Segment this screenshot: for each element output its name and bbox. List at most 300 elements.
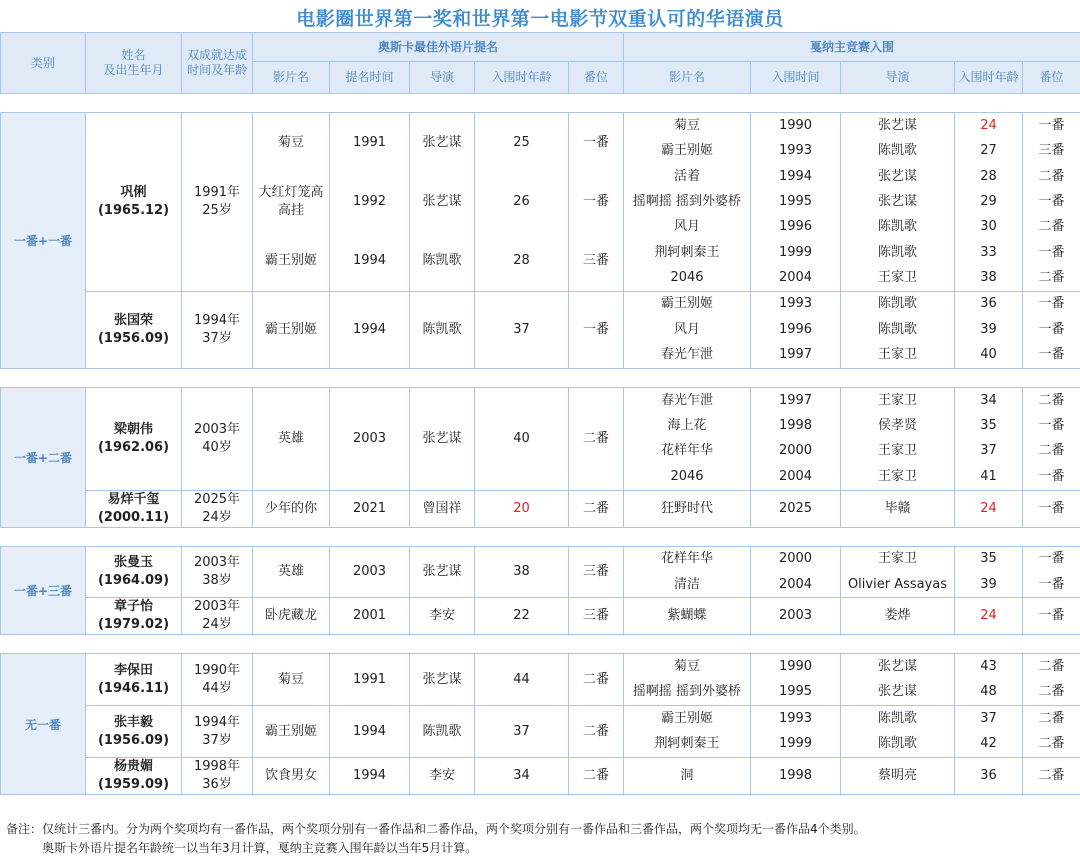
oscar-director: 李安 — [428, 608, 455, 624]
actor-name: 张国荣 — [113, 312, 153, 328]
cannes-film-cell — [624, 706, 751, 758]
achieve-year: 1990年 — [193, 662, 241, 678]
cannes-age-cell — [955, 113, 1023, 292]
oscar-director-cell — [410, 546, 475, 598]
actor-name: 张曼玉 — [113, 554, 153, 570]
oscar-year: 1994 — [352, 253, 387, 269]
cannes-age: 37 — [980, 710, 997, 726]
cannes-director: 王家卫 — [877, 551, 917, 567]
achieve-cell — [182, 757, 253, 794]
cannes-rank: 一番 — [1038, 608, 1065, 624]
person-row — [1, 291, 1080, 368]
cannes-year: 1999 — [778, 244, 813, 260]
header-oscar-group: 奥斯卡最佳外语片提名 — [253, 33, 624, 62]
oscar-film-cell — [253, 113, 330, 292]
cannes-year: 1994 — [778, 168, 813, 184]
cannes-year: 2000 — [778, 443, 813, 459]
oscar-year: 1991 — [352, 134, 387, 150]
cannes-year-cell — [751, 113, 841, 292]
cannes-film: 洞 — [680, 767, 694, 783]
oscar-year: 2003 — [352, 430, 387, 446]
cannes-year: 1995 — [778, 684, 813, 700]
cannes-film: 菊豆 — [673, 117, 700, 133]
actor-birth: (1964.09) — [97, 572, 170, 588]
cannes-rank: 一番 — [1038, 576, 1065, 592]
cannes-rank: 二番 — [1038, 219, 1065, 235]
oscar-film: 英雄 — [277, 430, 304, 446]
footnote-line1: 备注：仅统计三番内。分为两个奖项均有一番作品，两个奖项分别有一番作品和二番作品，两个奖项分别有一番作品和三番作品，两个奖项均无一番作品4个类别。 — [6, 822, 866, 836]
oscar-year: 1994 — [352, 321, 387, 337]
category-cell: 一番+一番 — [1, 113, 86, 369]
oscar-rank: 一番 — [582, 134, 609, 150]
oscar-age: 20 — [513, 500, 530, 516]
person-row — [1, 113, 1080, 292]
oscar-director-cell — [410, 113, 475, 292]
cannes-film: 摇啊摇 摇到外婆桥 — [632, 193, 742, 209]
cannes-rank: 二番 — [1038, 736, 1065, 752]
cannes-rank: 一番 — [1038, 296, 1065, 312]
actor-name-cell — [86, 387, 182, 490]
oscar-rank-cell — [569, 113, 624, 292]
oscar-film: 霸王别姬 — [264, 253, 317, 269]
spacer-cell — [1, 368, 1080, 387]
achieve-age: 40岁 — [202, 439, 232, 455]
oscar-film-cell — [253, 757, 330, 794]
achieve-cell — [182, 490, 253, 527]
oscar-age-cell — [475, 598, 569, 635]
header-oscar-age: 入围时年龄 — [475, 62, 569, 94]
oscar-age: 28 — [513, 253, 530, 269]
oscar-rank-cell — [569, 654, 624, 706]
cannes-rank: 一番 — [1038, 418, 1065, 434]
cannes-year: 1990 — [778, 659, 813, 675]
achieve-year: 1998年 — [193, 758, 241, 774]
spacer-cell — [1, 94, 1080, 113]
cannes-director: 毕赣 — [884, 500, 911, 516]
actor-birth: (1962.06) — [97, 439, 170, 455]
cannes-film-cell — [624, 291, 751, 368]
cannes-rank: 一番 — [1038, 468, 1065, 484]
cannes-year: 1996 — [778, 321, 813, 337]
oscar-age: 40 — [513, 430, 530, 446]
oscar-rank: 二番 — [582, 671, 609, 687]
achieve-age: 37岁 — [202, 330, 232, 346]
cannes-age: 36 — [980, 296, 997, 312]
oscar-rank: 一番 — [582, 321, 609, 337]
cannes-year: 2025 — [778, 500, 813, 516]
header-achieve-text: 双成就达成 时间及年龄 — [186, 48, 247, 77]
cannes-director: 张艺谋 — [877, 684, 917, 700]
cannes-year-cell — [751, 490, 841, 527]
cannes-age: 24 — [980, 117, 997, 133]
cannes-rank: 二番 — [1038, 710, 1065, 726]
cannes-film: 风月 — [673, 321, 700, 337]
achieve-year: 2003年 — [193, 421, 241, 437]
oscar-age: 37 — [513, 321, 530, 337]
cannes-age: 37 — [980, 443, 997, 459]
actor-name-cell — [86, 598, 182, 635]
oscar-age: 38 — [513, 563, 530, 579]
cannes-rank-cell — [1023, 546, 1080, 598]
cannes-age-cell — [955, 757, 1023, 794]
cannes-age: 48 — [980, 684, 997, 700]
person-row — [1, 757, 1080, 794]
header-name-text: 姓名 及出生年月 — [103, 48, 164, 77]
oscar-film-cell — [253, 598, 330, 635]
cannes-year: 1998 — [778, 767, 813, 783]
group-spacer — [1, 94, 1080, 113]
cannes-year-cell — [751, 654, 841, 706]
actor-name-cell — [86, 757, 182, 794]
oscar-age: 44 — [513, 671, 530, 687]
oscar-film: 卧虎藏龙 — [264, 608, 317, 624]
cannes-director: 陈凯歌 — [877, 736, 917, 752]
cannes-director: 张艺谋 — [877, 168, 917, 184]
oscar-director: 陈凯歌 — [422, 253, 462, 269]
cannes-age-cell — [955, 706, 1023, 758]
cannes-film: 荆轲刺秦王 — [654, 244, 720, 260]
header-category: 类别 — [1, 33, 86, 94]
oscar-rank: 一番 — [582, 193, 609, 209]
cannes-film: 风月 — [673, 219, 700, 235]
cannes-director: 陈凯歌 — [877, 296, 917, 312]
cannes-director: 侯孝贤 — [877, 418, 917, 434]
cannes-year: 1993 — [778, 710, 813, 726]
oscar-rank-cell — [569, 490, 624, 527]
cannes-rank: 二番 — [1038, 684, 1065, 700]
cannes-year-cell — [751, 291, 841, 368]
cannes-director: 张艺谋 — [877, 659, 917, 675]
actor-name-cell — [86, 706, 182, 758]
header-achieve — [182, 33, 253, 94]
oscar-film-cell — [253, 291, 330, 368]
oscar-director: 陈凯歌 — [422, 723, 462, 739]
cannes-age: 38 — [980, 270, 997, 286]
cannes-year: 1999 — [778, 736, 813, 752]
cannes-film-cell — [624, 113, 751, 292]
oscar-year-cell — [330, 291, 410, 368]
cannes-film: 活着 — [673, 168, 700, 184]
cannes-director: 陈凯歌 — [877, 244, 917, 260]
cannes-director: 陈凯歌 — [877, 710, 917, 726]
cannes-year: 1995 — [778, 193, 813, 209]
achieve-cell — [182, 706, 253, 758]
achieve-age: 24岁 — [202, 617, 232, 633]
cannes-director: 蔡明亮 — [877, 767, 917, 783]
oscar-director: 张艺谋 — [422, 563, 462, 579]
cannes-rank-cell — [1023, 113, 1080, 292]
cannes-year: 1997 — [778, 347, 813, 363]
cannes-age-cell — [955, 490, 1023, 527]
actor-name-cell — [86, 291, 182, 368]
cannes-film: 霸王别姬 — [660, 296, 713, 312]
cannes-rank: 一番 — [1038, 347, 1065, 363]
cannes-rank-cell — [1023, 387, 1080, 490]
oscar-rank-cell — [569, 598, 624, 635]
page-title: 电影圈世界第一奖和世界第一电影节双重认可的华语演员 — [296, 8, 784, 30]
category-cell: 一番+三番 — [1, 546, 86, 635]
cannes-director-cell — [841, 490, 955, 527]
oscar-rank: 二番 — [582, 430, 609, 446]
cannes-film: 花样年华 — [660, 443, 713, 459]
cannes-rank: 一番 — [1038, 551, 1065, 567]
oscar-director-cell — [410, 291, 475, 368]
cannes-year: 1996 — [778, 219, 813, 235]
oscar-rank: 二番 — [582, 767, 609, 783]
cannes-age: 36 — [980, 767, 997, 783]
cannes-director: 陈凯歌 — [877, 143, 917, 159]
actor-birth: (1965.12) — [97, 202, 170, 218]
cannes-film: 春光乍泄 — [660, 347, 713, 363]
cannes-director: 陈凯歌 — [877, 321, 917, 337]
cannes-year: 2004 — [778, 270, 813, 286]
oscar-age: 22 — [513, 608, 530, 624]
achieve-cell — [182, 598, 253, 635]
person-row — [1, 654, 1080, 706]
oscar-year-cell — [330, 598, 410, 635]
spacer-cell — [1, 635, 1080, 654]
oscar-director-cell — [410, 757, 475, 794]
cannes-director: 王家卫 — [877, 347, 917, 363]
oscar-film-cell — [253, 387, 330, 490]
oscar-age-cell — [475, 546, 569, 598]
actor-birth: (1946.11) — [97, 680, 170, 696]
oscar-director: 李安 — [428, 767, 455, 783]
oscar-year-cell — [330, 113, 410, 292]
cannes-age: 28 — [980, 168, 997, 184]
cannes-director: 娄烨 — [884, 608, 911, 624]
actors-table — [0, 32, 1080, 795]
person-row — [1, 490, 1080, 527]
oscar-age-cell — [475, 113, 569, 292]
person-row — [1, 706, 1080, 758]
oscar-rank-cell — [569, 387, 624, 490]
cannes-director: 张艺谋 — [877, 117, 917, 133]
cannes-year: 2004 — [778, 576, 813, 592]
person-row — [1, 598, 1080, 635]
cannes-year: 1993 — [778, 296, 813, 312]
oscar-age-cell — [475, 757, 569, 794]
cannes-director: 王家卫 — [877, 270, 917, 286]
cannes-year-cell — [751, 387, 841, 490]
oscar-year-cell — [330, 546, 410, 598]
cannes-film: 狂野时代 — [660, 500, 713, 516]
cannes-rank: 二番 — [1038, 767, 1065, 783]
cannes-year-cell — [751, 706, 841, 758]
oscar-director-cell — [410, 490, 475, 527]
actor-birth: (1956.09) — [97, 330, 170, 346]
oscar-age: 25 — [513, 134, 530, 150]
header-cannes-film: 影片名 — [624, 62, 751, 94]
oscar-age-cell — [475, 387, 569, 490]
cannes-director-cell — [841, 546, 955, 598]
cannes-rank: 二番 — [1038, 659, 1065, 675]
cannes-year: 1997 — [778, 392, 813, 408]
cannes-age-cell — [955, 654, 1023, 706]
cannes-year: 1998 — [778, 418, 813, 434]
oscar-film-cell — [253, 546, 330, 598]
cannes-rank-cell — [1023, 654, 1080, 706]
actor-birth: (1959.09) — [97, 776, 170, 792]
actor-birth: (2000.11) — [97, 509, 170, 525]
oscar-film-cell — [253, 706, 330, 758]
cannes-age: 24 — [980, 608, 997, 624]
oscar-rank-cell — [569, 291, 624, 368]
person-row — [1, 387, 1080, 490]
cannes-rank: 二番 — [1038, 443, 1065, 459]
oscar-year-cell — [330, 387, 410, 490]
oscar-film: 少年的你 — [264, 500, 317, 516]
oscar-year: 2021 — [352, 500, 387, 516]
cannes-age-cell — [955, 546, 1023, 598]
oscar-year: 1991 — [352, 671, 387, 687]
achieve-cell — [182, 387, 253, 490]
cannes-director-cell — [841, 387, 955, 490]
oscar-director: 陈凯歌 — [422, 321, 462, 337]
cannes-rank: 一番 — [1038, 117, 1065, 133]
cannes-film-cell — [624, 654, 751, 706]
oscar-year-cell — [330, 654, 410, 706]
actor-name-cell — [86, 113, 182, 292]
cannes-rank-cell — [1023, 598, 1080, 635]
oscar-age: 37 — [513, 723, 530, 739]
oscar-director-cell — [410, 387, 475, 490]
cannes-age: 24 — [980, 500, 997, 516]
footnote-line2: 奥斯卡外语片提名年龄统一以当年3月计算，戛纳主竞赛入围年龄以当年5月计算。 — [42, 841, 478, 855]
header-cannes-group: 戛纳主竞赛入围 — [624, 33, 1080, 62]
cannes-age: 27 — [980, 143, 997, 159]
cannes-age: 40 — [980, 347, 997, 363]
oscar-year: 1992 — [352, 193, 387, 209]
oscar-film-cell — [253, 654, 330, 706]
oscar-year: 2003 — [352, 563, 387, 579]
oscar-director: 张艺谋 — [422, 134, 462, 150]
actor-name: 张丰毅 — [113, 714, 153, 730]
header-cannes-director: 导演 — [841, 62, 955, 94]
cannes-director: 王家卫 — [877, 468, 917, 484]
cannes-rank: 一番 — [1038, 500, 1065, 516]
cannes-film: 荆轲刺秦王 — [654, 736, 720, 752]
cannes-film: 春光乍泄 — [660, 392, 713, 408]
oscar-film: 饮食男女 — [264, 767, 317, 783]
cannes-year: 2004 — [778, 468, 813, 484]
category-cell: 一番+二番 — [1, 387, 86, 527]
achieve-cell — [182, 654, 253, 706]
cannes-rank: 二番 — [1038, 392, 1065, 408]
achieve-cell — [182, 113, 253, 292]
actor-name: 杨贵媚 — [113, 758, 153, 774]
cannes-age: 35 — [980, 418, 997, 434]
cannes-age: 41 — [980, 468, 997, 484]
actor-name-cell — [86, 546, 182, 598]
cannes-rank: 一番 — [1038, 244, 1065, 260]
cannes-film-cell — [624, 546, 751, 598]
cannes-age: 34 — [980, 392, 997, 408]
cannes-director-cell — [841, 291, 955, 368]
achieve-year: 2025年 — [193, 491, 241, 507]
achieve-year: 2003年 — [193, 554, 241, 570]
oscar-age: 34 — [513, 767, 530, 783]
oscar-year-cell — [330, 757, 410, 794]
cannes-rank-cell — [1023, 490, 1080, 527]
cannes-film: 2046 — [670, 468, 704, 484]
cannes-film: 花样年华 — [660, 551, 713, 567]
header-oscar-time: 提名时间 — [330, 62, 410, 94]
achieve-year: 1994年 — [193, 714, 241, 730]
cannes-year: 1993 — [778, 143, 813, 159]
cannes-film: 海上花 — [667, 418, 707, 434]
oscar-year-cell — [330, 706, 410, 758]
cannes-film: 霸王别姬 — [660, 143, 713, 159]
cannes-year-cell — [751, 546, 841, 598]
cannes-age-cell — [955, 598, 1023, 635]
cannes-rank-cell — [1023, 757, 1080, 794]
achieve-year: 1991年 — [193, 184, 241, 200]
cannes-age-cell — [955, 291, 1023, 368]
cannes-age-cell — [955, 387, 1023, 490]
cannes-film: 菊豆 — [673, 659, 700, 675]
cannes-film-cell — [624, 598, 751, 635]
cannes-age: 29 — [980, 193, 997, 209]
cannes-director-cell — [841, 113, 955, 292]
cannes-film: 清洁 — [673, 576, 700, 592]
actor-name: 易烊千玺 — [107, 491, 160, 507]
cannes-director: 陈凯歌 — [877, 219, 917, 235]
oscar-age-cell — [475, 654, 569, 706]
cannes-year: 2003 — [778, 608, 813, 624]
oscar-year-cell — [330, 490, 410, 527]
cannes-rank: 二番 — [1038, 270, 1065, 286]
cannes-film-cell — [624, 387, 751, 490]
header-cannes-rank: 番位 — [1023, 62, 1080, 94]
cannes-rank: 一番 — [1038, 193, 1065, 209]
oscar-film: 霸王别姬 — [264, 723, 317, 739]
oscar-director-cell — [410, 654, 475, 706]
cannes-director: 王家卫 — [877, 443, 917, 459]
oscar-film: 大红灯笼高 高挂 — [258, 184, 324, 218]
actor-name: 章子怡 — [113, 599, 153, 615]
cannes-rank-cell — [1023, 706, 1080, 758]
cannes-director: 王家卫 — [877, 392, 917, 408]
cannes-rank: 三番 — [1038, 143, 1065, 159]
cannes-age: 35 — [980, 551, 997, 567]
oscar-rank: 二番 — [582, 500, 609, 516]
oscar-year: 2001 — [352, 608, 387, 624]
footnote — [6, 820, 1076, 858]
cannes-director: Olivier Assayas — [847, 576, 948, 592]
achieve-year: 2003年 — [193, 599, 241, 615]
cannes-age: 42 — [980, 736, 997, 752]
cannes-film: 紫蝴蝶 — [667, 608, 707, 624]
oscar-rank-cell — [569, 706, 624, 758]
achieve-age: 38岁 — [202, 572, 232, 588]
oscar-director: 张艺谋 — [422, 671, 462, 687]
achieve-age: 24岁 — [202, 509, 232, 525]
oscar-year: 1994 — [352, 767, 387, 783]
cannes-film: 霸王别姬 — [660, 710, 713, 726]
person-row — [1, 546, 1080, 598]
oscar-director-cell — [410, 598, 475, 635]
oscar-rank-cell — [569, 757, 624, 794]
cannes-age: 39 — [980, 321, 997, 337]
oscar-age-cell — [475, 490, 569, 527]
group-spacer — [1, 527, 1080, 546]
cannes-director: 张艺谋 — [877, 193, 917, 209]
oscar-rank: 三番 — [582, 563, 609, 579]
oscar-year: 1994 — [352, 723, 387, 739]
achieve-age: 37岁 — [202, 732, 232, 748]
achieve-age: 25岁 — [202, 202, 232, 218]
